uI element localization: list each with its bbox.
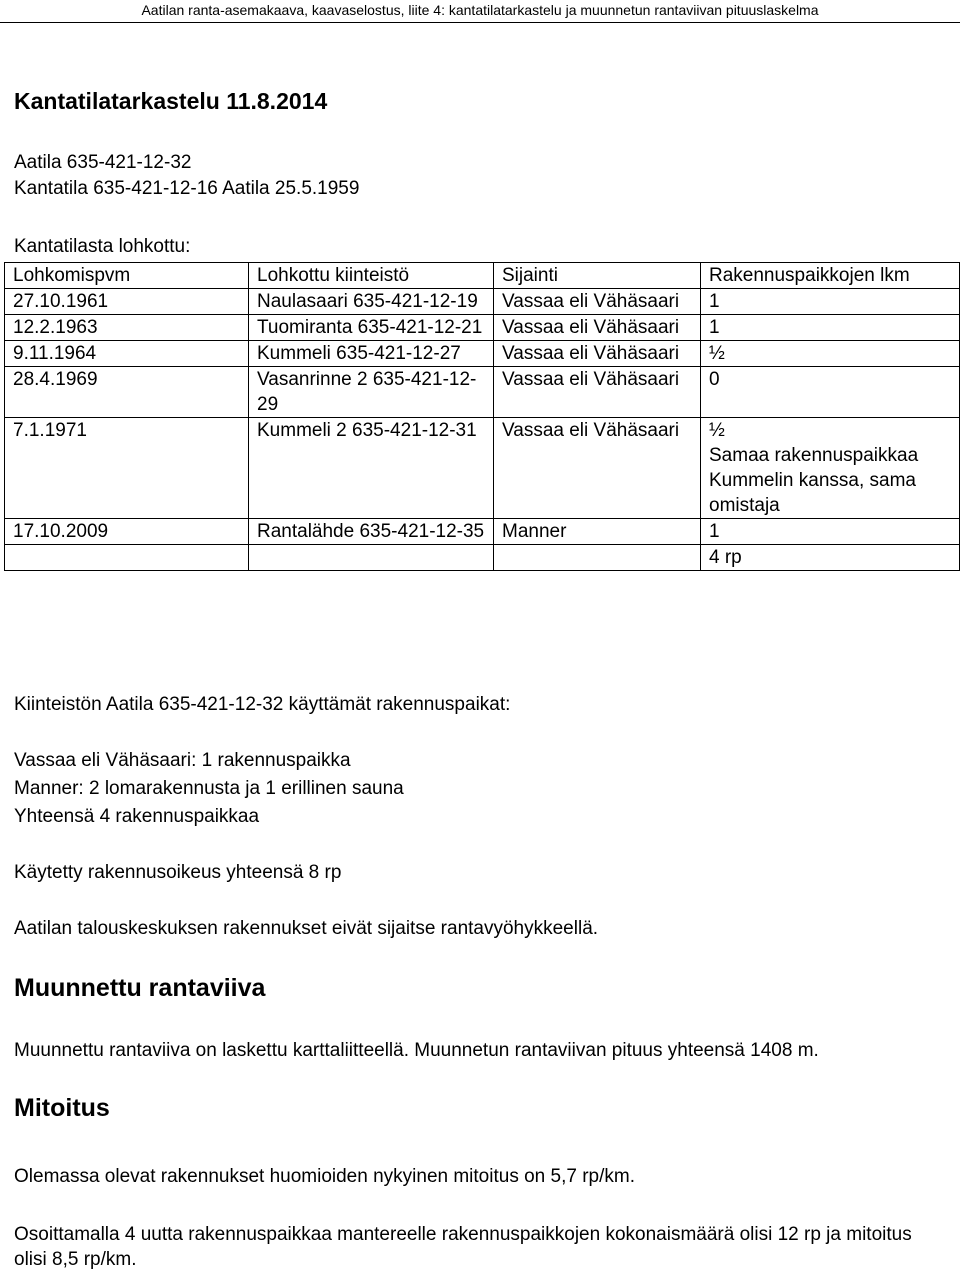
cell-property: Naulasaari 635-421-12-19 bbox=[249, 289, 494, 315]
cell-empty bbox=[494, 545, 701, 571]
cell-location: Vassaa eli Vähäsaari bbox=[494, 341, 701, 367]
cell-location: Vassaa eli Vähäsaari bbox=[494, 289, 701, 315]
column-header: Lohkomispvm bbox=[5, 263, 249, 289]
shoreline-heading: Muunnettu rantaviiva bbox=[14, 974, 266, 1002]
cell-count: 0 bbox=[701, 367, 960, 418]
column-header: Sijainti bbox=[494, 263, 701, 289]
cell-count: ½ bbox=[709, 420, 725, 441]
cell-location: Manner bbox=[494, 519, 701, 545]
cell-date: 27.10.1961 bbox=[5, 289, 249, 315]
cell-property: Kummeli 635-421-12-27 bbox=[249, 341, 494, 367]
usage-total: Yhteensä 4 rakennuspaikkaa bbox=[14, 806, 260, 827]
table-row bbox=[5, 519, 960, 545]
running-header: Aatilan ranta-asemakaava, kaavaselostus, liite 4: kantatilatarkastelu ja muunnetun rantaviivan pituuslaskelma bbox=[0, 0, 960, 23]
table-row bbox=[5, 341, 960, 367]
table-header-row bbox=[5, 263, 960, 289]
table-intro: Kantatilasta lohkottu: bbox=[14, 236, 191, 257]
cell-property: Kummeli 2 635-421-12-31 bbox=[249, 418, 494, 519]
shoreline-text: Muunnettu rantaviiva on laskettu karttaliitteellä. Muunnetun rantaviivan pituus yhteensä 1408 m. bbox=[14, 1040, 819, 1061]
kantatila-line: Kantatila 635-421-12-16 Aatila 25.5.1959 bbox=[14, 178, 360, 199]
cell-note: Samaa rakennuspaikkaa Kummelin kanssa, sama omistaja bbox=[709, 445, 919, 516]
cell-count-with-note bbox=[701, 418, 960, 519]
cell-date: 12.2.1963 bbox=[5, 315, 249, 341]
cell-date: 7.1.1971 bbox=[5, 418, 249, 519]
mitoitus-proposal: Osoittamalla 4 uutta rakennuspaikkaa mantereelle rakennuspaikkojen kokonaismäärä olisi 12 rp ja mitoitus olisi 8,5 rp/km. bbox=[14, 1224, 912, 1270]
aatila-line: Aatila 635-421-12-32 bbox=[14, 152, 192, 173]
cell-location: Vassaa eli Vähäsaari bbox=[494, 367, 701, 418]
farm-center-note: Aatilan talouskeskuksen rakennukset eivät sijaitse rantavyöhykkeellä. bbox=[14, 918, 599, 939]
cell-date: 9.11.1964 bbox=[5, 341, 249, 367]
used-building-rights: Käytetty rakennusoikeus yhteensä 8 rp bbox=[14, 862, 342, 883]
cell-property: Rantalähde 635-421-12-35 bbox=[249, 519, 494, 545]
mitoitus-current: Olemassa olevat rakennukset huomioiden nykyinen mitoitus on 5,7 rp/km. bbox=[14, 1166, 635, 1187]
cell-property: Tuomiranta 635-421-12-21 bbox=[249, 315, 494, 341]
column-header: Lohkottu kiinteistö bbox=[249, 263, 494, 289]
cell-date: 17.10.2009 bbox=[5, 519, 249, 545]
cell-property: Vasanrinne 2 635-421-12-29 bbox=[249, 367, 494, 418]
table-total-row bbox=[5, 545, 960, 571]
usage-island: Vassaa eli Vähäsaari: 1 rakennuspaikka bbox=[14, 750, 351, 771]
cell-location: Vassaa eli Vähäsaari bbox=[494, 418, 701, 519]
cell-count: 1 bbox=[701, 519, 960, 545]
table-row bbox=[5, 367, 960, 418]
usage-mainland: Manner: 2 lomarakennusta ja 1 erillinen sauna bbox=[14, 778, 404, 799]
table-row bbox=[5, 289, 960, 315]
page-title: Kantatilatarkastelu 11.8.2014 bbox=[14, 88, 328, 114]
mitoitus-heading: Mitoitus bbox=[14, 1094, 110, 1122]
table-row bbox=[5, 418, 960, 519]
column-header: Rakennuspaikkojen lkm bbox=[701, 263, 960, 289]
cell-date: 28.4.1969 bbox=[5, 367, 249, 418]
table-row bbox=[5, 315, 960, 341]
cell-count: ½ bbox=[701, 341, 960, 367]
cell-count: 1 bbox=[701, 289, 960, 315]
usage-heading-line: Kiinteistön Aatila 635-421-12-32 käyttämät rakennuspaikat: bbox=[14, 694, 511, 715]
cell-total: 4 rp bbox=[701, 545, 960, 571]
cell-empty bbox=[249, 545, 494, 571]
lohkotut-kiinteistot-table bbox=[4, 262, 960, 571]
cell-empty bbox=[5, 545, 249, 571]
cell-location: Vassaa eli Vähäsaari bbox=[494, 315, 701, 341]
cell-count: 1 bbox=[701, 315, 960, 341]
